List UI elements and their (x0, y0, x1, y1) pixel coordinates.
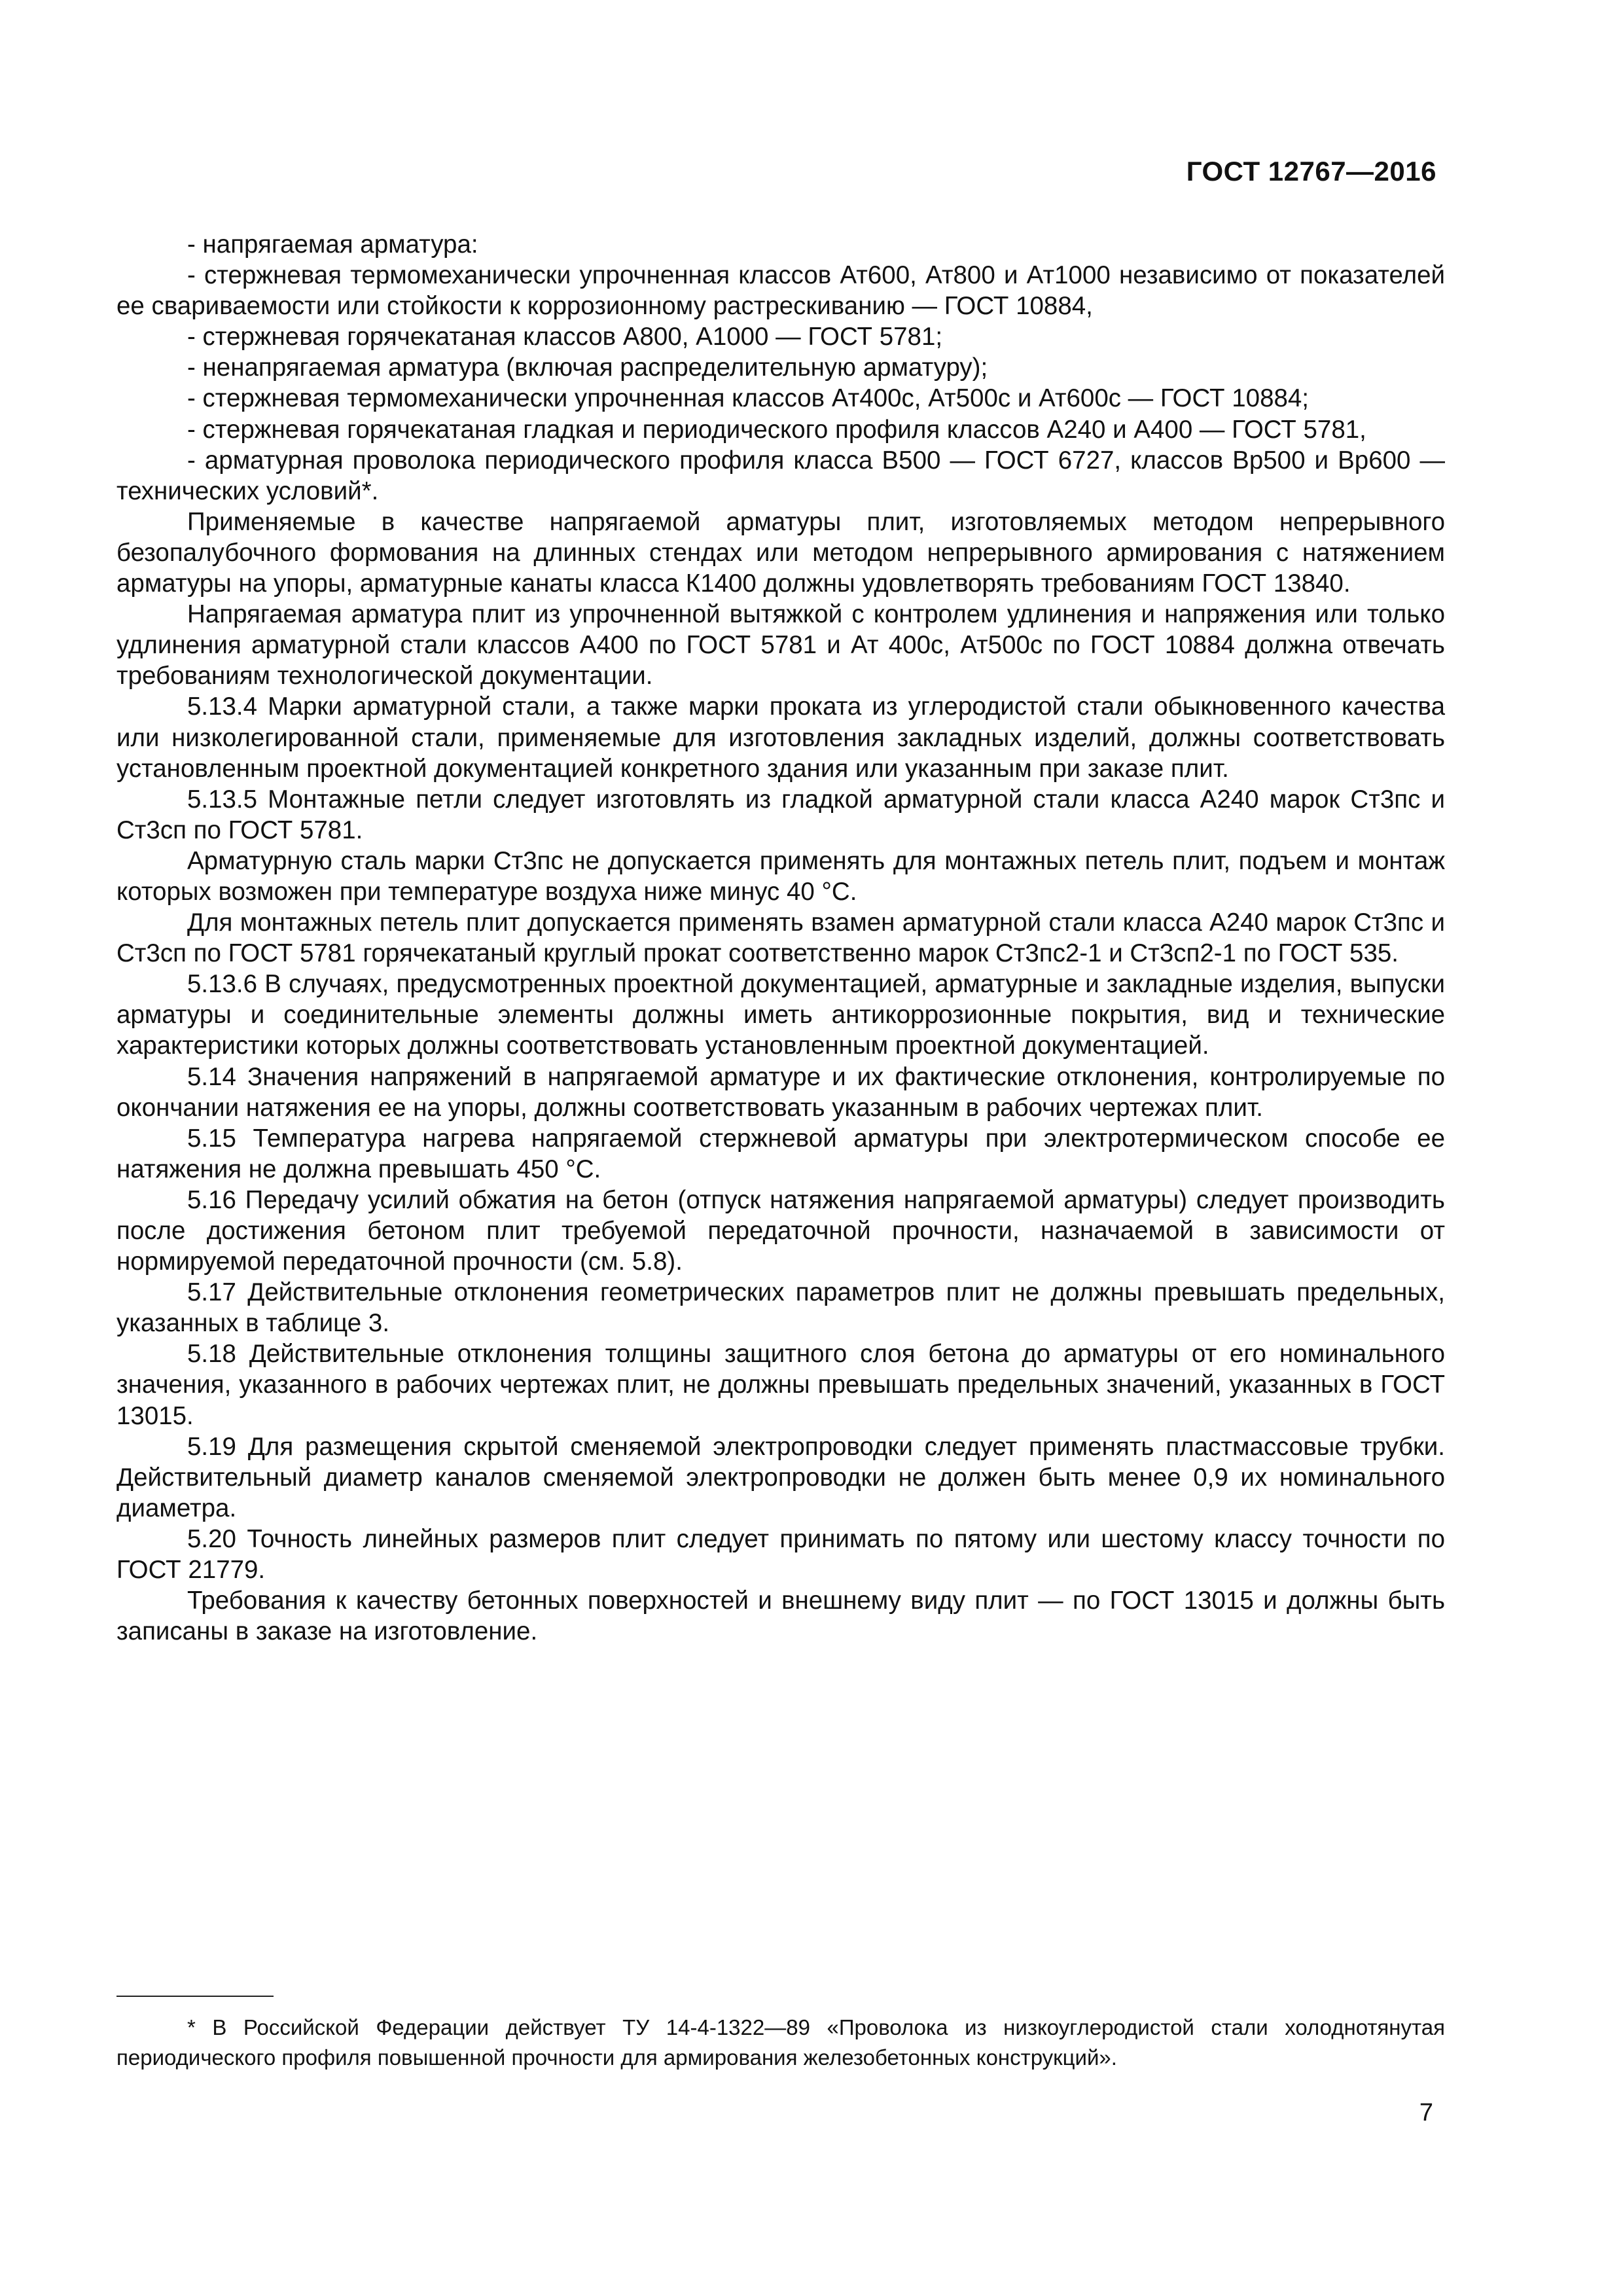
paragraph: 5.16 Передачу усилий обжатия на бетон (отпуск натяжения напрягаемой арматуры) следует производить после достижения бетоном плит требуемой передаточной прочности, назначаемой в зависимости от нормируемой передаточной прочности (см. 5.8). (116, 1185, 1445, 1276)
paragraph: Применяемые в качестве напрягаемой арматуры плит, изготовляемых методом непрерывного безопалубочного формования на длинных стендах или методом непрерывного армирования с натяжением арматуры на упоры, арматурные канаты класса К1400 должны удовлетворять требованиям ГОСТ 13840. (116, 507, 1445, 598)
paragraph: 5.20 Точность линейных размеров плит следует принимать по пятому или шестому классу точности по ГОСТ 21779. (116, 1524, 1445, 1585)
paragraph: 5.17 Действительные отклонения геометрических параметров плит не должны превышать предельных, указанных в таблице 3. (116, 1278, 1445, 1338)
paragraph: Требования к качеству бетонных поверхностей и внешнему виду плит — по ГОСТ 13015 и должны быть записаны в заказе на изготовление. (116, 1587, 1445, 1646)
paragraph: 5.13.5 Монтажные петли следует изготовлять из гладкой арматурной стали класса А240 марок Ст3пс и Ст3сп по ГОСТ 5781. (116, 785, 1445, 844)
footnote-text: * В Российской Федерации действует ТУ 14-4-1322—89 «Проволока из низкоуглеродистой стали холоднотянутая периодического профиля повышенной прочности для армирования железобетонных конструкций». (116, 2015, 1445, 2070)
paragraph: Напрягаемая арматура плит из упрочненной вытяжкой с контролем удлинения и напряжения или только удлинения арматурной стали классов А400 по ГОСТ 5781 и Ат 400с, Ат500с по ГОСТ 10884 должна отвечать требованиям технологической документации. (116, 600, 1445, 691)
body-text (116, 229, 1445, 1647)
document-code-header: ГОСТ 12767—2016 (1186, 156, 1436, 187)
paragraph: Арматурную сталь марки Ст3пс не допускается применять для монтажных петель плит, подъем и монтаж которых возможен при температуре воздуха ниже минус 40 °С. (116, 846, 1445, 906)
footnote (116, 2013, 1445, 2073)
paragraph: 5.14 Значения напряжений в напрягаемой арматуре и их фактические отклонения, контролируемые по окончании натяжения ее на упоры, должны соответствовать указанным в рабочих чертежах плит. (116, 1062, 1445, 1122)
paragraph: 5.15 Температура нагрева напрягаемой стержневой арматуры при электротермическом способе ее натяжения не должна превышать 450 °С. (116, 1124, 1445, 1183)
paragraph: 5.13.6 В случаях, предусмотренных проектной документацией, арматурные и закладные изделия, выпуски арматуры и соединительные элементы должны иметь антикоррозионные покрытия, вид и технические характеристики которых должны соответствовать установленным проектной документацией. (116, 970, 1445, 1060)
paragraph: - стержневая термомеханически упрочненная классов Ат400с, Ат500с и Ат600с — ГОСТ 10884; (187, 384, 1310, 413)
paragraph: - стержневая термомеханически упрочненная классов Ат600, Ат800 и Ат1000 независимо от показателей ее свариваемости или стойкости к коррозионному растрескиванию — ГОСТ 10884, (116, 261, 1445, 321)
paragraph: 5.18 Действительные отклонения толщины защитного слоя бетона до арматуры от его номинального значения, указанного в рабочих чертежах плит, не должны превышать предельных значений, указанных в ГОСТ 13015. (116, 1340, 1445, 1430)
page-number: 7 (1419, 2099, 1433, 2126)
footnote-divider (116, 1996, 274, 1997)
paragraph: Для монтажных петель плит допускается применять взамен арматурной стали класса А240 марок Ст3пс и Ст3сп по ГОСТ 5781 горячекатаный круглый прокат соответственно марок Ст3пс2-1 и Ст3сп2-1 по ГОСТ 535. (116, 908, 1445, 968)
paragraph: - напрягаемая арматура: (187, 230, 478, 259)
paragraph: - ненапрягаемая арматура (включая распределительную арматуру); (187, 353, 988, 382)
paragraph: - арматурная проволока периодического профиля класса В500 — ГОСТ 6727, классов Вр500 и Вр600 — технических условий*. (116, 446, 1445, 505)
paragraph: - стержневая горячекатаная гладкая и периодического профиля классов А240 и А400 — ГОСТ 5781, (187, 415, 1366, 444)
paragraph: - стержневая горячекатаная классов А800, А1000 — ГОСТ 5781; (187, 323, 943, 351)
paragraph: 5.13.4 Марки арматурной стали, а также марки проката из углеродистой стали обыкновенного качества или низколегированной стали, применяемые для изготовления закладных изделий, должны соответствовать установленным проектной документацией конкретного здания или указанным при заказе плит. (116, 692, 1445, 783)
paragraph: 5.19 Для размещения скрытой сменяемой электропроводки следует применять пластмассовые трубки. Действительный диаметр каналов сменяемой электропроводки не должен быть менее 0,9 их номинального диаметра. (116, 1432, 1445, 1522)
